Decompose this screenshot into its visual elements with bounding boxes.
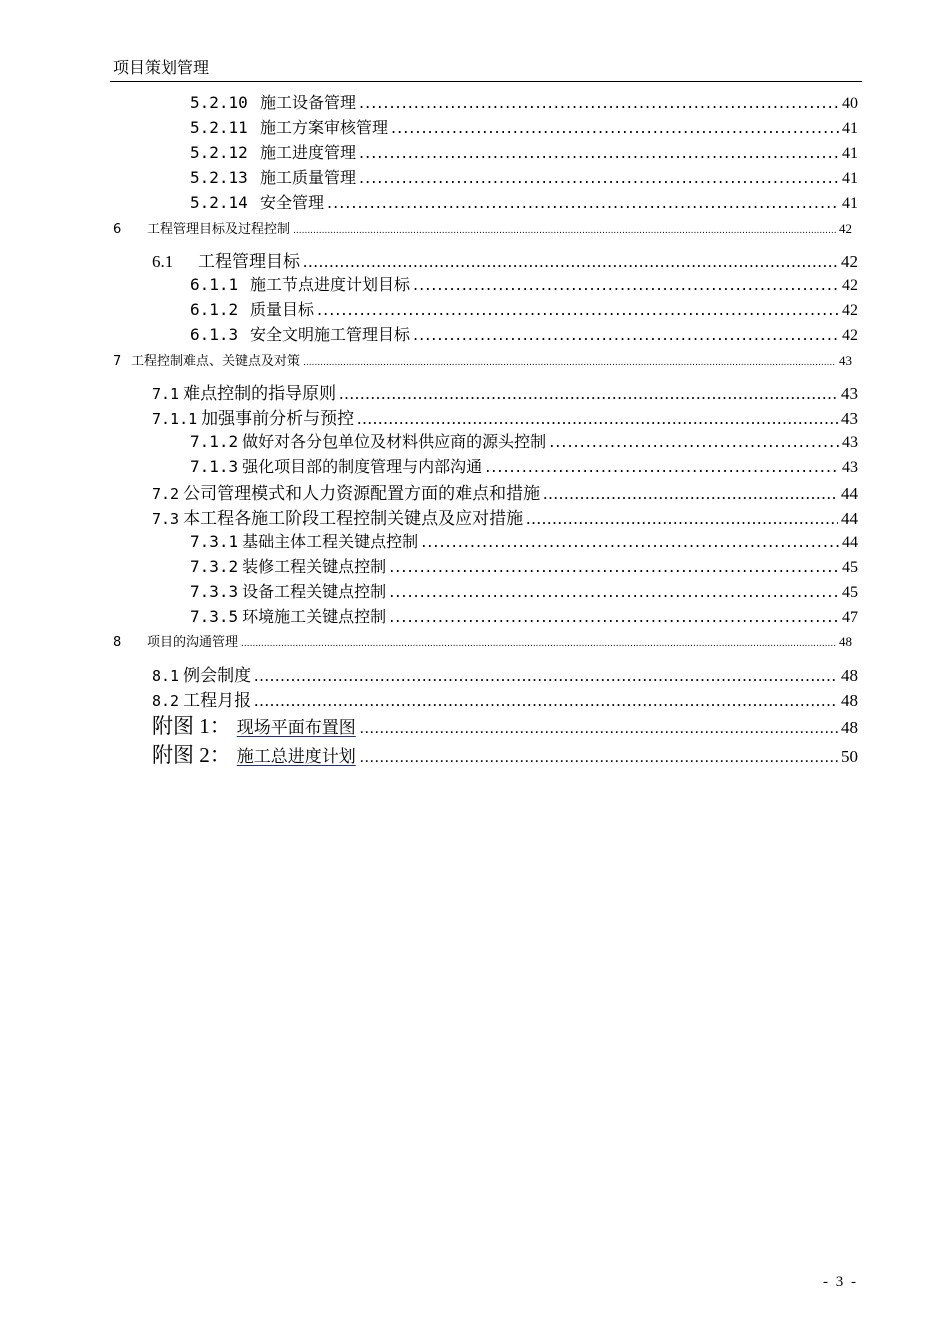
toc-entry-number: 8.1 (152, 667, 180, 685)
toc-entry-title: 难点控制的指导原则 (183, 384, 337, 403)
toc-entry-number: 7.3.1 (190, 532, 239, 551)
toc-entry-page: 42 (841, 252, 858, 271)
toc-entry-number: 6.1 (152, 252, 174, 271)
toc-dot-leader (254, 666, 838, 686)
toc-entry-title: 做好对各分包单位及材料供应商的源头控制 (242, 432, 547, 451)
toc-section[interactable] (152, 686, 858, 710)
toc-entry-page: 44 (841, 509, 858, 528)
toc-dot-leader (549, 432, 839, 451)
toc-entry-page: 48 (841, 666, 858, 685)
toc-section[interactable] (152, 379, 858, 403)
toc-entry-page: 48 (841, 691, 858, 710)
header-divider (110, 81, 862, 82)
toc-entry-title: 质量目标 (250, 300, 315, 319)
toc-dot-leader (526, 509, 838, 529)
toc-entry-page: 48 (839, 634, 852, 649)
toc-dot-leader (241, 639, 836, 649)
toc-dot-leader (359, 143, 839, 162)
toc-entry-number: 7.1 (152, 385, 180, 403)
toc-entry-number: 5.2.13 (190, 168, 248, 187)
toc-entry-title: 工程管理目标 (198, 252, 300, 271)
toc-entry[interactable] (190, 604, 858, 628)
toc-entry-number: 附图 2： (152, 743, 231, 767)
toc-entry-page: 42 (839, 221, 852, 236)
toc-entry-number: 7.3 (152, 510, 180, 528)
toc-entry-title: 本工程各施工阶段工程控制关键点及应对措施 (183, 509, 524, 528)
toc-entry-number: 8 (113, 635, 122, 650)
toc-entry-number: 6 (113, 222, 122, 237)
toc-entry[interactable] (190, 140, 858, 164)
toc-entry-title: 环境施工关键点控制 (242, 607, 387, 626)
toc-entry-page: 42 (842, 327, 858, 344)
toc-dot-leader (293, 226, 836, 236)
toc-entry-number: 7.3.2 (190, 557, 239, 576)
toc-entry-title: 工程控制难点、关键点及对策 (131, 354, 301, 369)
toc-section[interactable] (152, 247, 858, 271)
toc-entry-title: 工程管理目标及过程控制 (147, 222, 291, 237)
toc-entry-number: 7.1.1 (152, 410, 198, 428)
toc-entry-title: 装修工程关键点控制 (242, 557, 387, 576)
toc-dot-leader (389, 607, 839, 626)
toc-section[interactable] (152, 661, 858, 685)
toc-entry-number: 8.2 (152, 692, 180, 710)
toc-entry-page: 42 (842, 277, 858, 294)
toc-entry[interactable] (190, 554, 858, 578)
toc-chapter[interactable] (113, 218, 852, 236)
toc-dot-leader (303, 358, 836, 368)
toc-dot-leader (389, 557, 839, 576)
toc-section[interactable] (152, 479, 858, 503)
toc-entry-number: 6.1.1 (190, 275, 239, 294)
toc-entry-title: 施工质量管理 (260, 168, 357, 187)
toc-entry-number: 附图 1： (152, 714, 231, 738)
toc-entry-title: 施工方案审核管理 (260, 118, 389, 137)
toc-entry-title: 例会制度 (183, 666, 252, 685)
page-number: - 3 - (823, 1274, 858, 1290)
toc-entry[interactable] (190, 579, 858, 603)
toc-dot-leader (339, 384, 838, 404)
toc-entry-number: 6.1.2 (190, 300, 239, 319)
toc-entry-page: 43 (841, 409, 858, 428)
toc-entry-number: 5.2.11 (190, 118, 248, 137)
toc-entry-title: 项目的沟通管理 (147, 635, 239, 650)
toc-entry-title: 安全管理 (260, 193, 325, 212)
toc-entry-page: 41 (842, 145, 858, 162)
toc-dot-leader (360, 720, 838, 738)
toc-entry-title: 基础主体工程关键点控制 (242, 532, 419, 551)
toc-entry-page: 43 (839, 353, 852, 368)
toc-entry-page: 41 (842, 170, 858, 187)
toc-entry[interactable] (190, 297, 858, 321)
toc-entry-title-link[interactable]: 现场平面布置图 (236, 718, 356, 737)
toc-entry[interactable] (190, 165, 858, 189)
toc-dot-leader (413, 325, 839, 344)
toc-chapter[interactable] (113, 350, 852, 368)
toc-entry-page: 44 (841, 484, 858, 503)
toc-entry[interactable] (190, 454, 858, 478)
toc-entry-page: 43 (842, 459, 858, 476)
toc-dot-leader (359, 93, 839, 112)
toc-entry-number: 7 (113, 354, 122, 369)
toc-entry[interactable] (190, 322, 858, 346)
toc-entry-number: 7.3.3 (190, 582, 239, 601)
toc-entry-page: 45 (842, 584, 858, 601)
toc-dot-leader (317, 300, 839, 319)
toc-entry-title: 工程月报 (183, 691, 252, 710)
toc-entry-title: 公司管理模式和人力资源配置方面的难点和措施 (183, 484, 541, 503)
toc-entry-title: 施工进度管理 (260, 143, 357, 162)
toc-entry[interactable] (190, 272, 858, 296)
toc-entry-number: 7.1.3 (190, 457, 239, 476)
toc-entry[interactable] (190, 190, 858, 214)
toc-entry-number: 5.2.12 (190, 143, 248, 162)
toc-dot-leader (254, 691, 838, 711)
toc-entry-title: 强化项目部的制度管理与内部沟通 (242, 457, 483, 476)
toc-dot-leader (413, 275, 839, 294)
toc-chapter[interactable] (113, 631, 852, 649)
toc-dot-leader (485, 457, 839, 476)
toc-entry-page: 43 (841, 384, 858, 403)
toc-entry[interactable] (190, 90, 858, 114)
toc-entry-number: 5.2.14 (190, 193, 248, 212)
toc-entry-title: 安全文明施工管理目标 (250, 325, 411, 344)
toc-entry-title: 施工设备管理 (260, 93, 357, 112)
toc-entry[interactable] (190, 429, 858, 453)
toc-section[interactable] (152, 404, 858, 428)
toc-dot-leader (391, 118, 839, 137)
toc-entry-title-link[interactable]: 施工总进度计划 (236, 747, 356, 766)
toc-entry-number: 7.2 (152, 485, 180, 503)
running-header-title: 项目策划管理 (113, 58, 210, 77)
toc-entry-page: 50 (841, 747, 858, 766)
toc-entry-number: 6.1.3 (190, 325, 239, 344)
toc-dot-leader (360, 749, 838, 767)
toc-entry-number: 7.1.2 (190, 432, 239, 451)
toc-dot-leader (327, 193, 839, 212)
toc-appendix[interactable] (152, 739, 858, 767)
toc-entry-title: 施工节点进度计划目标 (250, 275, 411, 294)
toc-entry[interactable] (190, 529, 858, 553)
toc-entry-page: 40 (842, 95, 858, 112)
toc-entry-page: 47 (842, 609, 858, 626)
toc-dot-leader (389, 582, 839, 601)
toc-entry-page: 42 (842, 302, 858, 319)
toc-entry-number: 7.3.5 (190, 607, 239, 626)
toc-section[interactable] (152, 504, 858, 528)
toc-entry-title: 加强事前分析与预控 (201, 409, 355, 428)
toc-entry-page: 44 (842, 534, 858, 551)
toc-entry[interactable] (190, 115, 858, 139)
toc-dot-leader (357, 409, 838, 429)
toc-entry-page: 43 (842, 434, 858, 451)
toc-appendix[interactable] (152, 710, 858, 738)
toc-entry-page: 48 (841, 718, 858, 737)
toc-entry-page: 41 (842, 120, 858, 137)
toc-dot-leader (359, 168, 839, 187)
toc-dot-leader (421, 532, 839, 551)
toc-entry-number: 5.2.10 (190, 93, 248, 112)
toc-dot-leader (543, 484, 838, 504)
toc-dot-leader (303, 252, 838, 272)
toc-entry-title: 设备工程关键点控制 (242, 582, 387, 601)
toc-entry-page: 45 (842, 559, 858, 576)
toc-entry-page: 41 (842, 195, 858, 212)
